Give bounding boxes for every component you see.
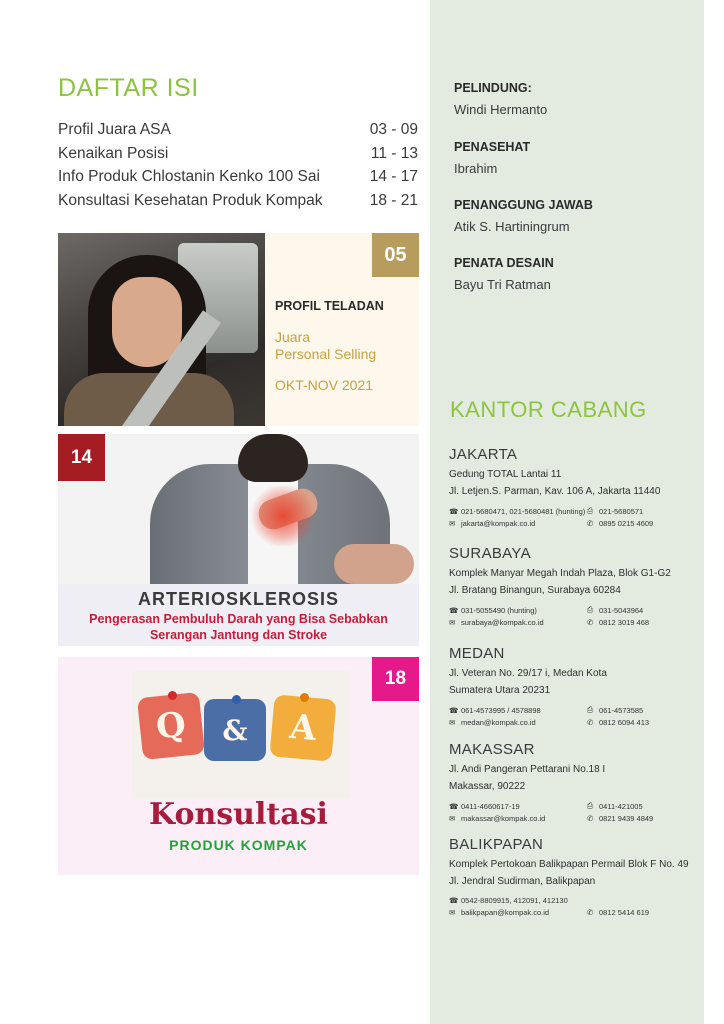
credit-name: Windi Hermanto bbox=[454, 102, 548, 117]
credit-penata-desain bbox=[454, 256, 554, 292]
chest-pain-glow bbox=[248, 486, 318, 546]
toc-item-pages: 18 - 21 bbox=[369, 191, 418, 209]
whatsapp-text: 0821 9439 4849 bbox=[599, 814, 654, 823]
email-icon: ✉ bbox=[449, 519, 456, 528]
article-subtitle bbox=[58, 611, 419, 643]
branch-medan bbox=[449, 645, 699, 727]
toc-list bbox=[58, 118, 418, 212]
toc-item-pages: 11 - 13 bbox=[370, 144, 418, 162]
contact-whatsapp[interactable] bbox=[587, 814, 699, 823]
branch-contacts bbox=[449, 801, 699, 823]
phone-icon: ☎ bbox=[449, 506, 459, 516]
whatsapp-text: 0812 3019 468 bbox=[599, 618, 650, 627]
branch-address bbox=[449, 856, 699, 890]
toc-item-label: Kenaikan Posisi bbox=[58, 144, 169, 162]
ampersand-bubble-icon: & bbox=[204, 699, 266, 761]
branch-city: MAKASSAR bbox=[449, 741, 535, 758]
toc-item[interactable] bbox=[58, 165, 418, 189]
contact-phone[interactable] bbox=[449, 605, 587, 615]
contact-whatsapp[interactable] bbox=[587, 908, 699, 917]
contact-email[interactable] bbox=[449, 519, 587, 528]
contact-email[interactable] bbox=[449, 814, 587, 823]
contact-phone[interactable] bbox=[449, 506, 587, 516]
phone-text: 031-5055490 (hunting) bbox=[461, 605, 537, 615]
email-icon: ✉ bbox=[449, 718, 456, 727]
branch-address bbox=[449, 665, 699, 699]
pin-icon bbox=[232, 695, 241, 704]
credit-penanggung-jawab bbox=[454, 198, 593, 234]
branch-contacts bbox=[449, 705, 699, 727]
credit-name: Atik S. Hartiningrum bbox=[454, 219, 570, 234]
credit-pelindung bbox=[454, 81, 547, 117]
address-line: Makassar, 90222 bbox=[449, 781, 526, 792]
subtitle-line: Juara bbox=[275, 329, 311, 345]
man-hand-right bbox=[334, 544, 414, 584]
phone-icon: ☎ bbox=[449, 801, 459, 811]
contact-email[interactable] bbox=[449, 618, 587, 627]
toc-item-label: Profil Juara ASA bbox=[58, 121, 171, 138]
q-bubble-icon: Q bbox=[137, 692, 205, 760]
email-icon: ✉ bbox=[449, 908, 456, 917]
right-edge bbox=[704, 0, 724, 1024]
page-badge: 18 bbox=[372, 657, 419, 701]
branch-city: JAKARTA bbox=[449, 446, 518, 463]
qa-title: Konsultasi bbox=[149, 797, 328, 832]
address-line: Komplek Manyar Megah Indah Plaza, Blok G1-G2 bbox=[449, 568, 671, 579]
address-line: Jl. Bratang Binangun, Surabaya 60284 bbox=[449, 585, 621, 596]
branch-contacts bbox=[449, 896, 699, 917]
toc-item[interactable] bbox=[58, 189, 418, 213]
address-line: Komplek Pertokoan Balikpapan Permail Blok F No. 49 bbox=[449, 859, 689, 870]
email-text: medan@kompak.co.id bbox=[461, 718, 536, 727]
subtitle-line: Serangan Jantung dan Stroke bbox=[149, 628, 328, 642]
a-bubble-icon: A bbox=[269, 694, 336, 761]
whatsapp-icon: ✆ bbox=[587, 814, 594, 823]
whatsapp-icon: ✆ bbox=[587, 519, 594, 528]
article-photo bbox=[58, 434, 419, 584]
fax-text: 021-5680571 bbox=[599, 506, 644, 516]
toc-item[interactable] bbox=[58, 142, 418, 166]
qa-subtitle: PRODUK KOMPAK bbox=[169, 837, 308, 853]
branches-title: KANTOR CABANG bbox=[450, 397, 647, 422]
branch-surabaya bbox=[449, 545, 699, 627]
address-line: Jl. Veteran No. 29/17 i, Medan Kota bbox=[449, 668, 607, 679]
fax-icon: ⎙ bbox=[587, 705, 593, 714]
email-text: surabaya@kompak.co.id bbox=[461, 618, 544, 627]
contact-whatsapp[interactable] bbox=[587, 618, 699, 627]
contact-email[interactable] bbox=[449, 718, 587, 727]
profile-card[interactable] bbox=[58, 233, 419, 426]
subtitle-line: Pengerasan Pembuluh Darah yang Bisa Sebabkan bbox=[89, 612, 388, 626]
email-text: jakarta@kompak.co.id bbox=[461, 519, 536, 528]
email-icon: ✉ bbox=[449, 618, 456, 627]
contact-phone[interactable] bbox=[449, 896, 699, 905]
address-line: Jl. Andi Pangeran Pettarani No.18 I bbox=[449, 764, 606, 775]
contact-fax[interactable] bbox=[587, 801, 699, 811]
phone-text: 0542-8809915, 412091, 412130 bbox=[461, 896, 568, 905]
fax-icon: ⎙ bbox=[587, 506, 593, 515]
phone-icon: ☎ bbox=[449, 605, 459, 615]
toc-item[interactable] bbox=[58, 118, 418, 142]
address-line: Gedung TOTAL Lantai 11 bbox=[449, 469, 562, 480]
whatsapp-icon: ✆ bbox=[587, 618, 594, 627]
credit-name: Ibrahim bbox=[454, 161, 498, 176]
credit-name: Bayu Tri Ratman bbox=[454, 277, 551, 292]
address-line: Sumatera Utara 20231 bbox=[449, 685, 551, 696]
fax-icon: ⎙ bbox=[587, 801, 593, 810]
subtitle-line: Personal Selling bbox=[275, 346, 377, 362]
toc-title: DAFTAR ISI bbox=[58, 74, 199, 102]
credit-label: PELINDUNG: bbox=[454, 81, 532, 95]
fax-text: 031-5043964 bbox=[599, 605, 644, 615]
toc-item-label: Konsultasi Kesehatan Produk Kompak bbox=[58, 191, 323, 209]
branch-city: BALIKPAPAN bbox=[449, 836, 544, 853]
credit-label: PENATA DESAIN bbox=[454, 256, 554, 270]
pin-icon bbox=[168, 691, 177, 700]
man-head bbox=[238, 434, 308, 482]
contact-phone[interactable] bbox=[449, 705, 587, 715]
phone-text: 061-4573995 / 4578898 bbox=[461, 705, 541, 715]
fax-text: 0411-421005 bbox=[599, 801, 643, 811]
branch-city: MEDAN bbox=[449, 645, 505, 662]
address-line: Jl. Jendral Sudirman, Balikpapan bbox=[449, 876, 596, 887]
branch-contacts bbox=[449, 605, 699, 627]
contact-fax[interactable] bbox=[587, 506, 699, 516]
phone-icon: ☎ bbox=[449, 705, 459, 715]
branch-makassar bbox=[449, 741, 699, 823]
branch-address bbox=[449, 565, 699, 599]
branch-jakarta bbox=[449, 446, 699, 528]
page-badge: 14 bbox=[58, 434, 105, 481]
qa-card[interactable] bbox=[58, 657, 419, 875]
branch-address bbox=[449, 761, 699, 795]
article-title: ARTERIOSKLEROSIS bbox=[137, 589, 340, 609]
phone-icon: ☎ bbox=[449, 896, 459, 905]
email-text: balikpapan@kompak.co.id bbox=[461, 908, 550, 917]
page-badge: 05 bbox=[372, 233, 419, 277]
toc-item-pages: 03 - 09 bbox=[369, 121, 418, 138]
whatsapp-icon: ✆ bbox=[587, 908, 594, 917]
email-text: makassar@kompak.co.id bbox=[461, 814, 546, 823]
whatsapp-icon: ✆ bbox=[587, 718, 594, 727]
address-line: Jl. Letjen.S. Parman, Kav. 106 A, Jakarta 11440 bbox=[449, 486, 661, 497]
toc-item-label: Info Produk Chlostanin Kenko 100 Sai bbox=[58, 168, 320, 185]
profile-photo bbox=[58, 233, 265, 426]
contact-email[interactable] bbox=[449, 908, 587, 917]
card-date: OKT-NOV 2021 bbox=[275, 377, 374, 393]
whatsapp-text: 0812 5414 619 bbox=[599, 908, 650, 917]
contact-whatsapp[interactable] bbox=[587, 519, 699, 528]
credit-label: PENANGGUNG JAWAB bbox=[454, 198, 593, 212]
article-card[interactable] bbox=[58, 434, 419, 646]
fax-icon: ⎙ bbox=[587, 605, 593, 614]
phone-text: 0411-4660617-19 bbox=[461, 801, 520, 811]
whatsapp-text: 0812 6094 413 bbox=[599, 718, 650, 727]
branch-balikpapan bbox=[449, 836, 699, 917]
branch-city: SURABAYA bbox=[449, 545, 531, 562]
card-subtitle bbox=[275, 329, 376, 363]
fax-text: 061-4573585 bbox=[599, 705, 644, 715]
email-icon: ✉ bbox=[449, 814, 456, 823]
contact-whatsapp[interactable] bbox=[587, 718, 699, 727]
phone-text: 021-5680471, 021-5680481 (hunting) bbox=[461, 506, 586, 516]
toc-item-pages: 14 - 17 bbox=[369, 168, 418, 185]
branch-contacts bbox=[449, 506, 699, 528]
contact-fax[interactable] bbox=[587, 705, 699, 715]
contact-fax[interactable] bbox=[587, 605, 699, 615]
branch-address bbox=[449, 466, 699, 500]
card-label: PROFIL TELADAN bbox=[275, 299, 384, 313]
pin-icon bbox=[300, 693, 309, 702]
contact-phone[interactable] bbox=[449, 801, 587, 811]
credit-label: PENASEHAT bbox=[454, 140, 531, 154]
credit-penasehat bbox=[454, 140, 530, 176]
whatsapp-text: 0895 0215 4609 bbox=[599, 519, 654, 528]
